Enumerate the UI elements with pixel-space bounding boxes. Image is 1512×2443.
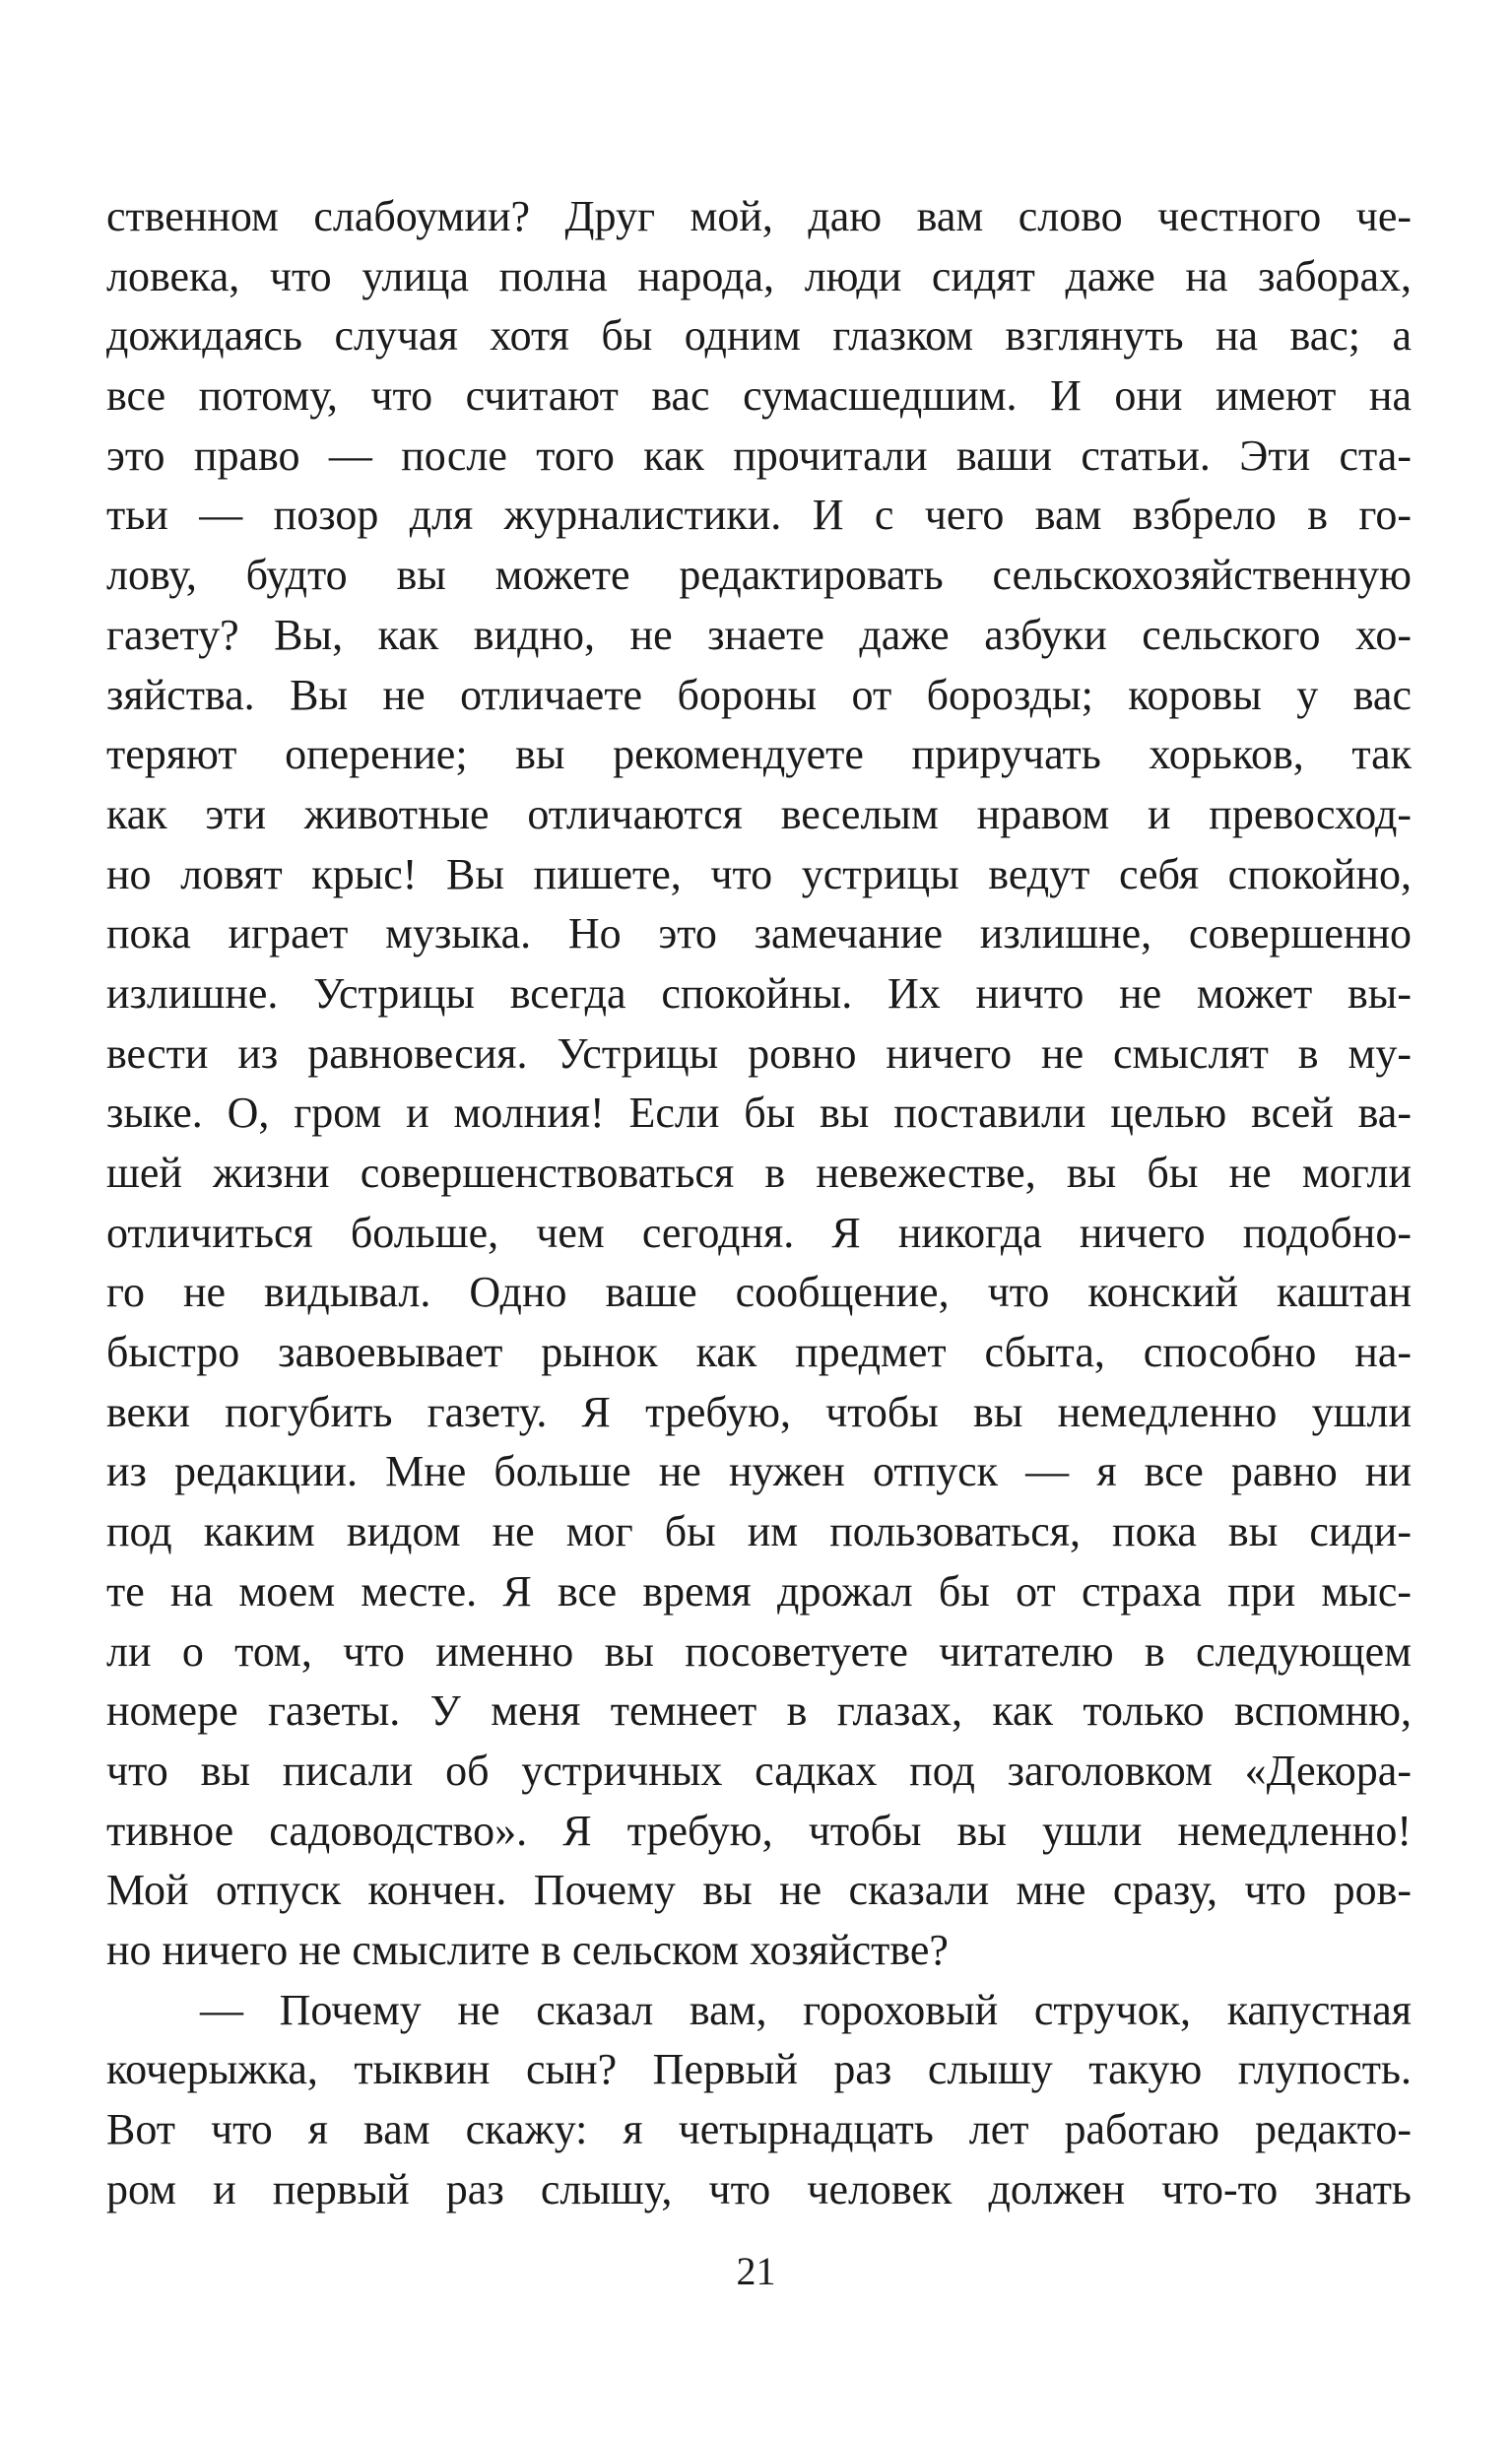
text-line: шей жизни совершенствоваться в невежестве, вы бы не могли — [106, 1149, 1412, 1197]
text-line: зыке. О, гром и молния! Если бы вы поставили целью всей ва- — [106, 1089, 1412, 1138]
text-line: ловека, что улица полна народа, люди сидят даже на заборах, — [106, 251, 1412, 300]
text-line: но ничего не смыслите в сельском хозяйстве? — [106, 1925, 949, 1974]
text-line: все потому, что считают вас сумасшедшим. И они имеют на — [106, 371, 1412, 421]
text-line: как эти животные отличаются веселым нравом и превосход- — [106, 789, 1412, 838]
text-line: пока играет музыка. Но это замечание излишне, совершенно — [106, 909, 1412, 958]
text-line: номере газеты. У меня темнеет в глазах, как только вспомню, — [106, 1686, 1412, 1736]
text-line: отличиться больше, чем сегодня. Я никогда ничего подобно- — [106, 1208, 1412, 1257]
body-text — [106, 187, 1412, 2219]
text-line: что вы писали об устричных садках под заголовком «Декора- — [106, 1746, 1412, 1795]
text-line: зяйства. Вы не отличаете бороны от борозды; коровы у вас — [106, 670, 1412, 719]
text-line: вести из равновесия. Устрицы ровно ничего не смыслят в му- — [106, 1028, 1412, 1078]
text-line: из редакции. Мне больше не нужен отпуск — я все равно ни — [106, 1447, 1412, 1496]
page-number: 21 — [736, 2249, 776, 2293]
text-line: Мой отпуск кончен. Почему вы не сказали мне сразу, что ров- — [106, 1866, 1412, 1915]
text-line: те на моем месте. Я все время дрожал бы от страха при мыс- — [106, 1566, 1412, 1616]
text-line: ли о том, что именно вы посоветуете читателю в следующем — [106, 1626, 1412, 1676]
text-line: веки погубить газету. Я требую, чтобы вы немедленно ушли — [106, 1387, 1412, 1436]
text-line: лову, будто вы можете редактировать сельскохозяйственную — [106, 551, 1412, 600]
text-line: ственном слабоумии? Друг мой, даю вам слово честного че- — [106, 192, 1412, 240]
text-line: — Почему не сказал вам, гороховый стручок, капустная — [200, 1985, 1412, 2034]
text-line: го не видывал. Одно ваше сообщение, что конский каштан — [106, 1268, 1412, 1317]
text-line: тьи — позор для журналистики. И с чего вам взбрело в го- — [106, 491, 1412, 540]
text-line: газету? Вы, как видно, не знаете даже азбуки сельского хо- — [106, 610, 1412, 659]
text-line: Вот что я вам скажу: я четырнадцать лет работаю редакто- — [106, 2105, 1412, 2153]
text-line: но ловят крыс! Вы пишете, что устрицы ведут себя спокойно, — [106, 849, 1412, 898]
text-line: теряют оперение; вы рекомендуете приручать хорьков, так — [106, 730, 1412, 779]
text-line: быстро завоевывает рынок как предмет сбыта, способно на- — [106, 1328, 1412, 1377]
text-line: излишне. Устрицы всегда спокойны. Их ничто не может вы- — [106, 968, 1412, 1018]
text-line: тивное садоводство». Я требую, чтобы вы ушли немедленно! — [106, 1806, 1412, 1855]
text-line: дожидаясь случая хотя бы одним глазком взглянуть на вас; а — [106, 311, 1412, 361]
text-line: ром и первый раз слышу, что человек должен что-то знать — [106, 2164, 1412, 2213]
text-line: это право — после того как прочитали ваши статьи. Эти ста- — [106, 430, 1412, 480]
text-line: под каким видом не мог бы им пользоваться, пока вы сиди- — [106, 1507, 1412, 1556]
text-line: кочерыжка, тыквин сын? Первый раз слышу такую глупость. — [106, 2045, 1412, 2094]
